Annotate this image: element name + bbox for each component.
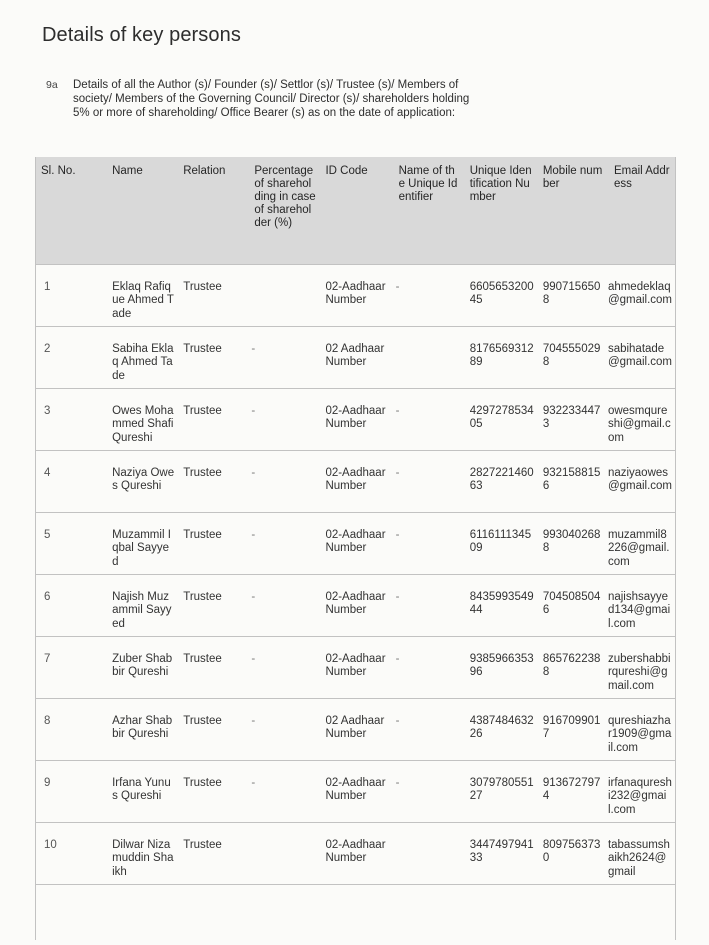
header-unique-identifier-name: Name of the Unique Identifier [398,165,458,203]
cell-person-name: Eklaq Rafique Ahmed Tade [112,280,174,320]
cell-relation: Trustee [183,342,222,355]
cell-sl-no: 10 [44,838,57,851]
cell-sl-no: 5 [44,528,51,541]
cell-percentage: - [251,590,256,603]
cell-unique-identifier-name: - [395,528,400,541]
section-description: Details of all the Author (s)/ Founder (s)/ Settlor (s)/ Trustee (s)/ Members of society/ Members of the Governing Council/ Director (s)/ shareholders holding 5% or more of shareholding/ Office Bearer (s) as on the date of application: [73,79,470,119]
cell-relation: Trustee [183,714,222,727]
cell-unique-id-number: 843599354944 [469,590,534,616]
header-percentage: Percentage of shareholding in case of shareholder (%) [254,165,316,229]
cell-email-address: najishsayyed134@gmail.com [607,590,671,630]
cell-unique-identifier-name [393,822,464,884]
cell-mobile-number: 7045550298 [542,342,601,368]
cell-person-name: Zuber Shabbir Qureshi [112,652,173,678]
cell-relation: Trustee [183,404,222,417]
cell-email-address: muzammil8226@gmail.com [607,528,670,568]
cell-unique-identifier-name: - [395,652,400,665]
cell-id-code: 02-Aadhaar Number [325,528,386,554]
cell-mobile-number: 9907156508 [542,280,601,306]
cell-percentage: - [251,714,256,727]
cell-unique-identifier-name: - [395,280,400,293]
cell-unique-identifier-name: - [395,714,400,727]
cell-mobile-number: 9136727974 [542,776,601,802]
cell-id-code: 02-Aadhaar Number [325,776,386,802]
header-relation: Relation [183,165,226,177]
cell-id-code: 02 Aadhaar Number [325,342,385,368]
cell-id-code: 02-Aadhaar Number [325,838,386,864]
cell-sl-no: 6 [44,590,51,603]
table-row [35,574,675,636]
cell-relation: Trustee [183,280,222,293]
cell-email-address: tabassumshaikh2624@gmail [607,838,670,878]
cell-percentage: - [251,652,256,665]
header-email: Email Address [613,165,670,190]
cell-percentage: - [251,528,256,541]
header-mobile: Mobile number [542,165,603,190]
cell-sl-no: 3 [44,404,51,417]
cell-unique-id-number: 817656931289 [469,342,534,368]
cell-email-address: qureshiazhar1909@gmail.com [607,714,672,754]
table-row [35,388,675,450]
cell-percentage [248,264,319,326]
cell-sl-no: 4 [44,466,51,479]
cell-percentage: - [251,776,256,789]
cell-relation: Trustee [183,590,222,603]
cell-unique-id-number: 660565320045 [469,280,534,306]
cell-sl-no: 8 [44,714,51,727]
cell-percentage [248,822,319,884]
cell-unique-identifier-name: - [395,776,400,789]
cell-person-name: Naziya Owes Qureshi [112,466,175,492]
cell-mobile-number: 8097563730 [542,838,601,864]
cell-relation: Trustee [183,838,222,851]
header-unique-id-number: Unique Identification Number [469,165,532,203]
table-header-row [35,157,675,264]
table-row [35,512,675,574]
cell-email-address: sabihatade@gmail.com [607,342,673,368]
cell-sl-no: 7 [44,652,51,665]
cell-person-name: Muzammil Iqbal Sayyed [112,528,171,568]
section-number: 9a [46,79,58,91]
cell-id-code: 02 Aadhaar Number [325,714,385,740]
cell-person-name: Najish Muzammil Sayyed [112,590,172,630]
cell-id-code: 02-Aadhaar Number [325,280,386,306]
cell-percentage: - [251,466,256,479]
cell-id-code: 02-Aadhaar Number [325,590,386,616]
key-persons-table [35,157,675,885]
cell-unique-identifier-name: - [395,590,400,603]
cell-email-address: zubershabbirqureshi@gmail.com [607,652,671,692]
cell-unique-id-number: 438748463226 [469,714,534,740]
header-name: Name [112,165,143,177]
cell-relation: Trustee [183,466,222,479]
cell-unique-id-number: 429727853405 [469,404,534,430]
cell-mobile-number: 9322334473 [542,404,601,430]
cell-percentage: - [251,342,256,355]
cell-id-code: 02-Aadhaar Number [325,652,386,678]
cell-email-address: naziyaowes@gmail.com [607,466,673,492]
table-row [35,264,675,326]
cell-sl-no: 2 [44,342,51,355]
cell-email-address: irfanaqureshi232@gmail.com [607,776,672,816]
cell-unique-identifier-name: - [395,466,400,479]
cell-unique-id-number: 307978055127 [469,776,534,802]
cell-sl-no: 9 [44,776,51,789]
cell-person-name: Irfana Yunus Qureshi [112,776,171,802]
cell-mobile-number: 9167099017 [542,714,601,740]
header-sl-no: Sl. No. [41,165,76,177]
table-row [35,326,675,388]
cell-mobile-number: 9321588156 [542,466,601,492]
cell-relation: Trustee [183,776,222,789]
cell-mobile-number: 9930402688 [542,528,601,554]
table-row [35,760,675,822]
cell-id-code: 02-Aadhaar Number [325,404,386,430]
table-right-border [675,157,676,940]
cell-person-name: Owes Mohammed Shafi Qureshi [112,404,174,444]
cell-relation: Trustee [183,528,222,541]
cell-id-code: 02-Aadhaar Number [325,466,386,492]
table-row [35,698,675,760]
table-row [35,822,675,884]
cell-unique-id-number: 611611134509 [469,528,532,554]
cell-email-address: owesmqureshi@gmail.com [607,404,671,444]
table-row [35,636,675,698]
cell-person-name: Azhar Shabbir Qureshi [112,714,173,740]
cell-sl-no: 1 [44,280,51,293]
cell-unique-id-number: 938596635396 [469,652,534,678]
cell-relation: Trustee [183,652,222,665]
cell-email-address: ahmedeklaq@gmail.com [607,280,673,306]
page-title: Details of key persons [42,24,241,46]
table-left-border [35,157,36,940]
table-row [35,450,675,512]
cell-unique-identifier-name [393,326,464,388]
cell-unique-id-number: 282722146063 [469,466,534,492]
cell-person-name: Dilwar Nizamuddin Shaikh [112,838,174,878]
cell-mobile-number: 7045085046 [542,590,601,616]
cell-unique-identifier-name: - [395,404,400,417]
cell-percentage: - [251,404,256,417]
cell-unique-id-number: 344749794133 [469,838,534,864]
cell-mobile-number: 8657622388 [542,652,601,678]
header-id-code: ID Code [325,165,368,177]
cell-person-name: Sabiha Eklaq Ahmed Tade [112,342,174,382]
